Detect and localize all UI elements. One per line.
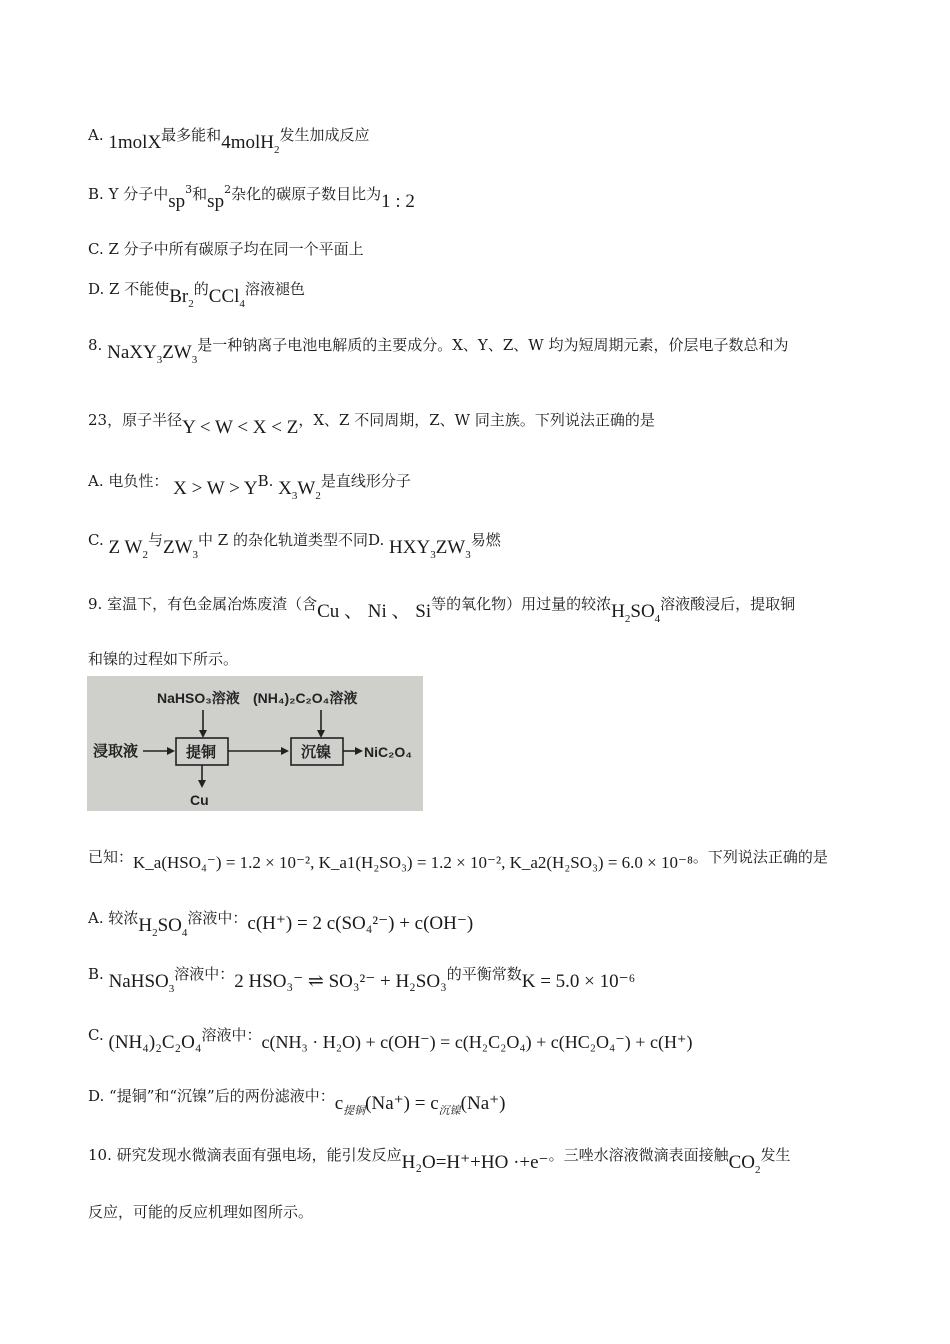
q8-stem-line2: 23，原子半径Y < W < X < Z，X、Z 不同周期，Z、W 同主族。下列说法正确的是 <box>88 411 655 438</box>
input-leachate-label: 浸取液 <box>93 743 139 760</box>
q7-option-b: B. Y 分子中$sp^3$和$sp^2$杂化的碳原子数目比为1 : 2 <box>88 183 415 212</box>
q8-options-ab: A. 电负性： X > W > YB. $X_3W_2$是直线形分子 <box>88 472 411 502</box>
q9-option-b: B. NaHSO$_3$溶液中：2 HSO₃⁻ ⇌ SO₃²⁻ + H₂SO₃的平衡常数K = 5.0 × 10⁻⁶ <box>88 965 636 995</box>
q9-stem-line2: 和镍的过程如下所示。 <box>88 650 239 668</box>
q8-stem-line1: 8. $NaXY_3ZW_3$是一种钠离子电池电解质的主要成分。X、Y、Z、W 均为短周期元素，价层电子数总和为 <box>88 336 789 366</box>
reagent-nahso3-label: NaHSO₃溶液 <box>157 690 240 706</box>
nickel-precipitation-label: 沉镍 <box>301 744 332 761</box>
q9-option-d: D. “提铜”和“沉镍”后的两份滤液中：$c_{提铜}(Na^+) = c_{沉镍}(Na^+)$ <box>88 1087 506 1117</box>
q9-option-a: A. 较浓$H_2SO_4$溶液中：c(H⁺) = 2 c(SO₄²⁻) + c(OH⁻) <box>88 909 474 939</box>
q7-option-d: D. Z 不能使$Br_2$的CCl$_4$溶液褪色 <box>88 280 305 310</box>
byproduct-cu-label: Cu <box>190 792 209 808</box>
q9-option-c: C. (NH₄)₂C₂O₄溶液中：c(NH₃ · H₂O) + c(OH⁻) = c(H₂C₂O₄) + c(HC₂O₄⁻) + c(H⁺) <box>88 1026 693 1053</box>
process-flow-figure <box>87 676 423 811</box>
q10-stem-line1: 10. 研究发现水微滴表面有强电场，能引发反应H₂O=H⁺+HO ·+e⁻。三唑水溶液微滴表面接触$CO_2$发生 <box>88 1146 791 1176</box>
q7-option-a: A. 1molX最多能和4molH$_2$发生加成反应 <box>88 126 370 156</box>
copper-extraction-label: 提铜 <box>186 744 217 761</box>
reagent-oxalate-label: (NH₄)₂C₂O₄溶液 <box>253 690 358 706</box>
q7-option-c: C. Z 分子中所有碳原子均在同一个平面上 <box>88 240 364 258</box>
q9-stem-line1: 9. 室温下，有色金属冶炼废渣（含Cu 、 Ni 、 Si等的氧化物）用过量的较浓$H_2SO_4$溶液酸浸后，提取铜 <box>88 595 796 625</box>
q8-options-cd: C. Z $W_2$与$ZW_3$中 Z 的杂化轨道类型不同D. $HXY_3ZW_3$易燃 <box>88 531 501 561</box>
q10-stem-line2: 反应，可能的反应机理如图所示。 <box>88 1203 314 1221</box>
product-nic2o4-label: NiC₂O₄ <box>364 744 412 760</box>
process-flow-diagram <box>87 676 423 811</box>
q9-known-constants: 已知：K_a(HSO₄⁻) = 1.2 × 10⁻², K_a1(H₂SO₃) = 1.2 × 10⁻², K_a2(H₂SO₃) = 6.0 × 10⁻⁸。下列说法正确的是 <box>88 848 828 872</box>
